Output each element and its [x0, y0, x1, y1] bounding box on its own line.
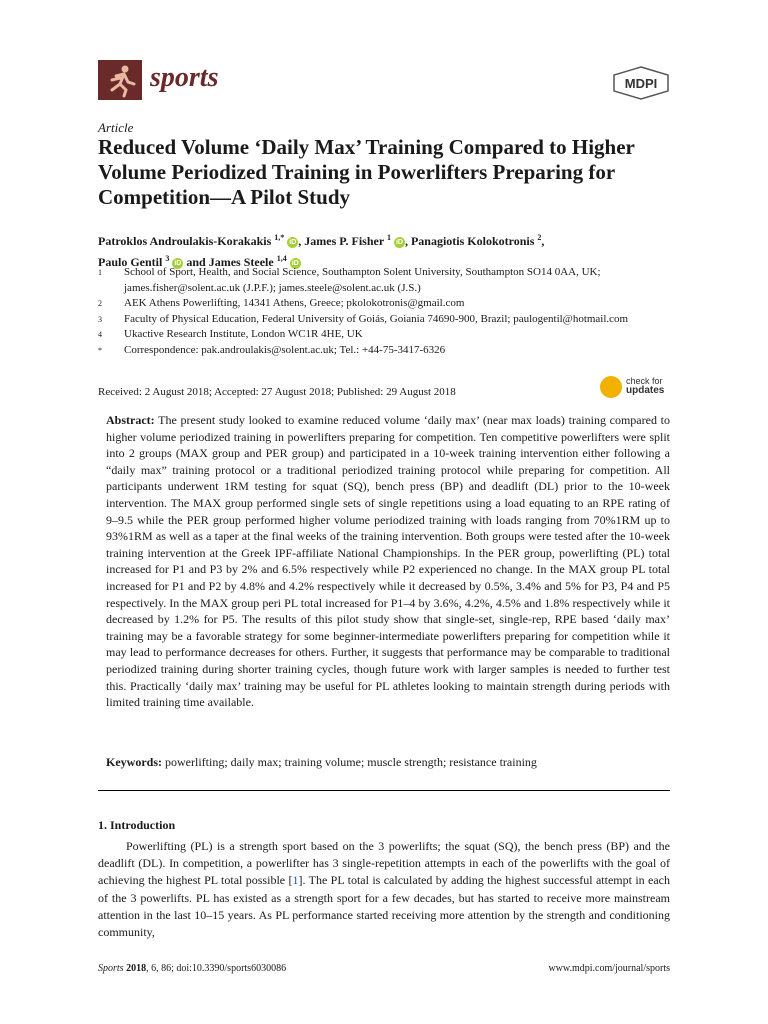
- paper-title: Reduced Volume ‘Daily Max’ Training Compared to Higher Volume Periodized Training in Powerlifters Preparing for Competition—A Pilot Study: [98, 135, 635, 209]
- section-heading: 1. Introduction: [98, 818, 176, 832]
- refresh-icon: [600, 376, 622, 398]
- check-updates-line2: updates: [626, 385, 665, 396]
- journal-name: sports: [150, 62, 219, 93]
- affiliation-item: [98, 312, 678, 328]
- author-affil-sup: 2: [537, 233, 542, 242]
- author-affil-sup: 1,4: [276, 254, 287, 263]
- keywords-label: Keywords:: [106, 755, 162, 769]
- check-for-updates-badge[interactable]: [600, 376, 672, 402]
- author-affil-sup: 1,*: [274, 233, 285, 242]
- mdpi-logo-text: MDPI: [624, 76, 658, 91]
- author-list: Patroklos Androulakis-Korakakis $^{1,*}$ iD , James P. Fisher $^1$ iD , Panagiotis Kolokotronis $^2$, Paulo Gentil $^3$ iD and James Steele $^{1,4}$ iD: [98, 233, 545, 269]
- author-name: Patroklos Androulakis-Korakakis: [98, 234, 272, 248]
- footer-url[interactable]: www.mdpi.com/journal/sports: [548, 963, 670, 974]
- affiliation-number: 4: [98, 330, 102, 339]
- affiliation-number: *: [98, 345, 102, 355]
- affiliation-text: AEK Athens Powerlifting, 14341 Athens, Greece; pkolokotronis@gmail.com: [124, 297, 465, 309]
- publication-dates: Received: 2 August 2018; Accepted: 27 August 2018; Published: 29 August 2018: [98, 386, 456, 398]
- author-affil-sup: 3: [165, 254, 170, 263]
- affiliation-item: [98, 327, 678, 343]
- affiliation-item: [98, 296, 678, 312]
- journal-logo: [98, 60, 142, 100]
- footer-year: 2018: [126, 963, 147, 974]
- correspondence-text: Correspondence: pak.androulakis@solent.ac.uk; Tel.: +44-75-3417-6326: [124, 343, 446, 356]
- citation-link[interactable]: 1: [292, 873, 299, 888]
- affiliation-item: [98, 265, 678, 296]
- check-updates-line1: check for: [626, 376, 663, 386]
- footer-volume: , 6, 86; doi:10.3390/sports6030086: [146, 963, 287, 974]
- affiliation-text: Ukactive Research Institute, London WC1R 4HE, UK: [124, 328, 363, 340]
- orcid-icon[interactable]: iD: [395, 239, 403, 246]
- author-name: James P. Fisher: [304, 234, 384, 248]
- article-type: Article: [98, 120, 134, 135]
- mdpi-logo: [612, 66, 670, 100]
- footer-citation: [98, 963, 286, 974]
- affiliation-item: [98, 343, 678, 359]
- abstract: [106, 412, 670, 711]
- author-name: Panagiotis Kolokotronis: [410, 234, 535, 248]
- affiliation-number: 1: [98, 268, 102, 277]
- affiliations: [98, 265, 678, 358]
- keywords: [106, 755, 670, 770]
- divider: [98, 790, 670, 791]
- affiliation-number: 3: [98, 314, 102, 324]
- keywords-text: powerlifting; daily max; training volume; muscle strength; resistance training: [165, 755, 537, 769]
- orcid-icon[interactable]: iD: [289, 239, 297, 246]
- affiliation-text: Faculty of Physical Education, Federal University of Goiás, Goiania 74690-900, Brazil; paulogentil@hotmail.com: [124, 312, 629, 325]
- author-affil-sup: 1: [386, 233, 391, 242]
- author-name: Paulo Gentil: [98, 255, 163, 269]
- intro-text: Powerlifting (PL) is a strength sport based on the 3 powerlifts; the squat (SQ), the bench press (BP) and the deadlift (DL). In competition, a powerlifter has 3 single-repetition attempts in each of the powerlifts with the goal of achieving the highest PL total possible [: [98, 839, 670, 888]
- author-name: James Steele: [208, 255, 274, 269]
- orcid-icon[interactable]: iD: [174, 260, 182, 267]
- affiliation-number: 2: [98, 299, 102, 308]
- intro-text-cont: ]. The PL total is calculated by adding the highest successful attempt in each of the 3 powerlifts. PL has existed as a strength sport for a few decades, but has started to receive more mainstream attention in the last 10–15 years. As PL performance started receiving more attention by the strength and conditioning community,: [98, 873, 671, 940]
- abstract-text: The present study looked to examine reduced volume ‘daily max’ (near max loads) training compared to higher volume periodized training in powerlifters preparing for competition. Ten competitive powerlifters were split into 2 groups (MAX group and PER group) and participated in a 10-week training intervention either following a “daily max” training protocol or a traditional periodized training protocol while preparing for competition. All participants underwent 1RM testing for squat (SQ), bench press (BP) and deadlift (DL) prior to the 10-week intervention. The MAX group performed single sets of single repetitions using a load equating to an RPE rating of 9–9.5 while the PER group performed higher volume periodized training with loads ranging from 70%1RM up to 93%1RM as well as a taper at the final weeks of the training intervention. Both groups were tested after the 10-week training intervention at the Greek IPF-affiliate National Championships. In the PER group, powerlifting (PL) total increased for P1 and P3 by 2% and 6.5% respectively while P2 experienced no change. In the MAX group PL total increased for P1 and P2 by 4.8% and 4.2% respectively while it decreased by 0.5%, 3.4% and 5% for P3, P4 and P5 respectively. In the MAX group peri PL total increased for P1–4 by 3.6%, 4.2%, 4.5% and 1.8% respectively while it decreased by 1.2% for P5. The results of this pilot study show that single-set, single-rep, RPE based ‘daily max’ training may be a favorable strategy for some beginner-intermediate powerlifters preparing for competition while it may lead to performance decreases for others. Further, it suggests that performance may be comparable to traditional periodized training during shorter training cycles, though future work with larger samples is needed to further test this. Practically ‘daily max’ training may be useful for PL athletes looking to maintain strength during periods with limited training time available.: [106, 413, 670, 710]
- runner-icon: [98, 60, 142, 100]
- introduction-paragraph: [98, 838, 670, 941]
- footer-journal: Sports: [98, 963, 124, 974]
- orcid-icon[interactable]: iD: [291, 260, 299, 267]
- abstract-label: Abstract:: [106, 413, 155, 427]
- affiliation-text: School of Sport, Health, and Social Science, Southampton Solent University, Southampton SO14 0AA, UK; james.fisher@solent.ac.uk (J.P.F.); james.steele@solent.ac.uk (J.S.): [124, 266, 601, 294]
